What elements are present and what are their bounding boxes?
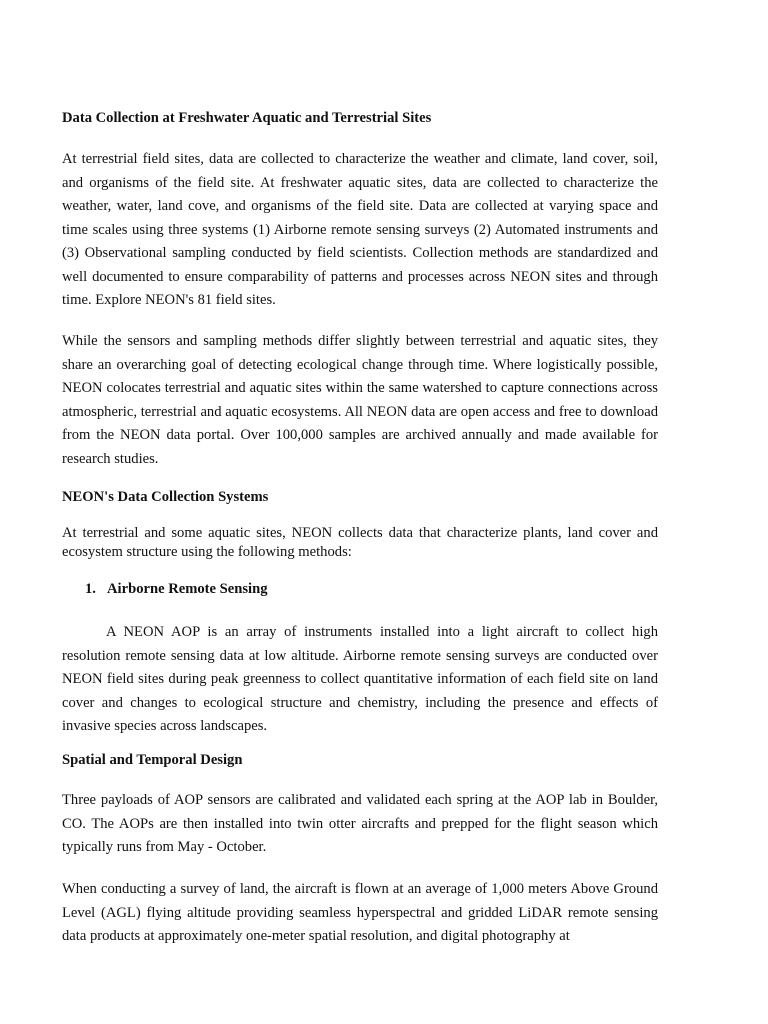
document-title: Data Collection at Freshwater Aquatic and Terrestrial Sites: [62, 110, 432, 126]
list-item-airborne: [85, 578, 268, 600]
list-number: 1.: [85, 581, 96, 597]
paragraph-methods-intro: At terrestrial and some aquatic sites, NEON collects data that characterize plants, land cover and ecosystem structure using the following methods:: [62, 525, 658, 560]
section-heading-design: Spatial and Temporal Design: [62, 752, 243, 768]
list-item-label: Airborne Remote Sensing: [107, 581, 268, 597]
paragraph-survey: When conducting a survey of land, the aircraft is flown at an average of 1,000 meters Above Ground Level (AGL) flying altitude providing seamless hyperspectral and gridded LiDAR remote sensing data products at approximately one-meter spatial resolution, and digital photography at: [62, 881, 658, 944]
paragraph-colocation: While the sensors and sampling methods differ slightly between terrestrial and aquatic sites, they share an overarching goal of detecting ecological change through time. Where logistically possible, NEON colocates terrestrial and aquatic sites within the same watershed to capture connections across atmospheric, terrestrial and aquatic ecosystems. All NEON data are open access and free to download from the NEON data portal. Over 100,000 samples are archived annually and made available for research studies.: [62, 333, 658, 467]
paragraph-aop: A NEON AOP is an array of instruments installed into a light aircraft to collect high resolution remote sensing data at low altitude. Airborne remote sensing surveys are conducted over NEON field sites during peak greenness to collect quantitative information of each field site on land cover and changes to ecological structure and chemistry, including the presence and effects of invasive species across landscapes.: [62, 624, 658, 734]
paragraph-intro: At terrestrial field sites, data are collected to characterize the weather and climate, land cover, soil, and organisms of the field site. At freshwater aquatic sites, data are collected to characterize the weather, water, land cove, and organisms of the field site. Data are collected at varying space and time scales using three systems (1) Airborne remote sensing surveys (2) Automated instruments and (3) Observational sampling conducted by field scientists. Collection methods are standardized and well documented to ensure comparability of patterns and processes across NEON sites and through time. Explore NEON's 81 field sites.: [62, 151, 658, 308]
section-heading-systems: NEON's Data Collection Systems: [62, 489, 269, 505]
paragraph-payloads: Three payloads of AOP sensors are calibrated and validated each spring at the AOP lab in Boulder, CO. The AOPs are then installed into twin otter aircrafts and prepped for the flight season which typically runs from May - October.: [62, 792, 658, 855]
